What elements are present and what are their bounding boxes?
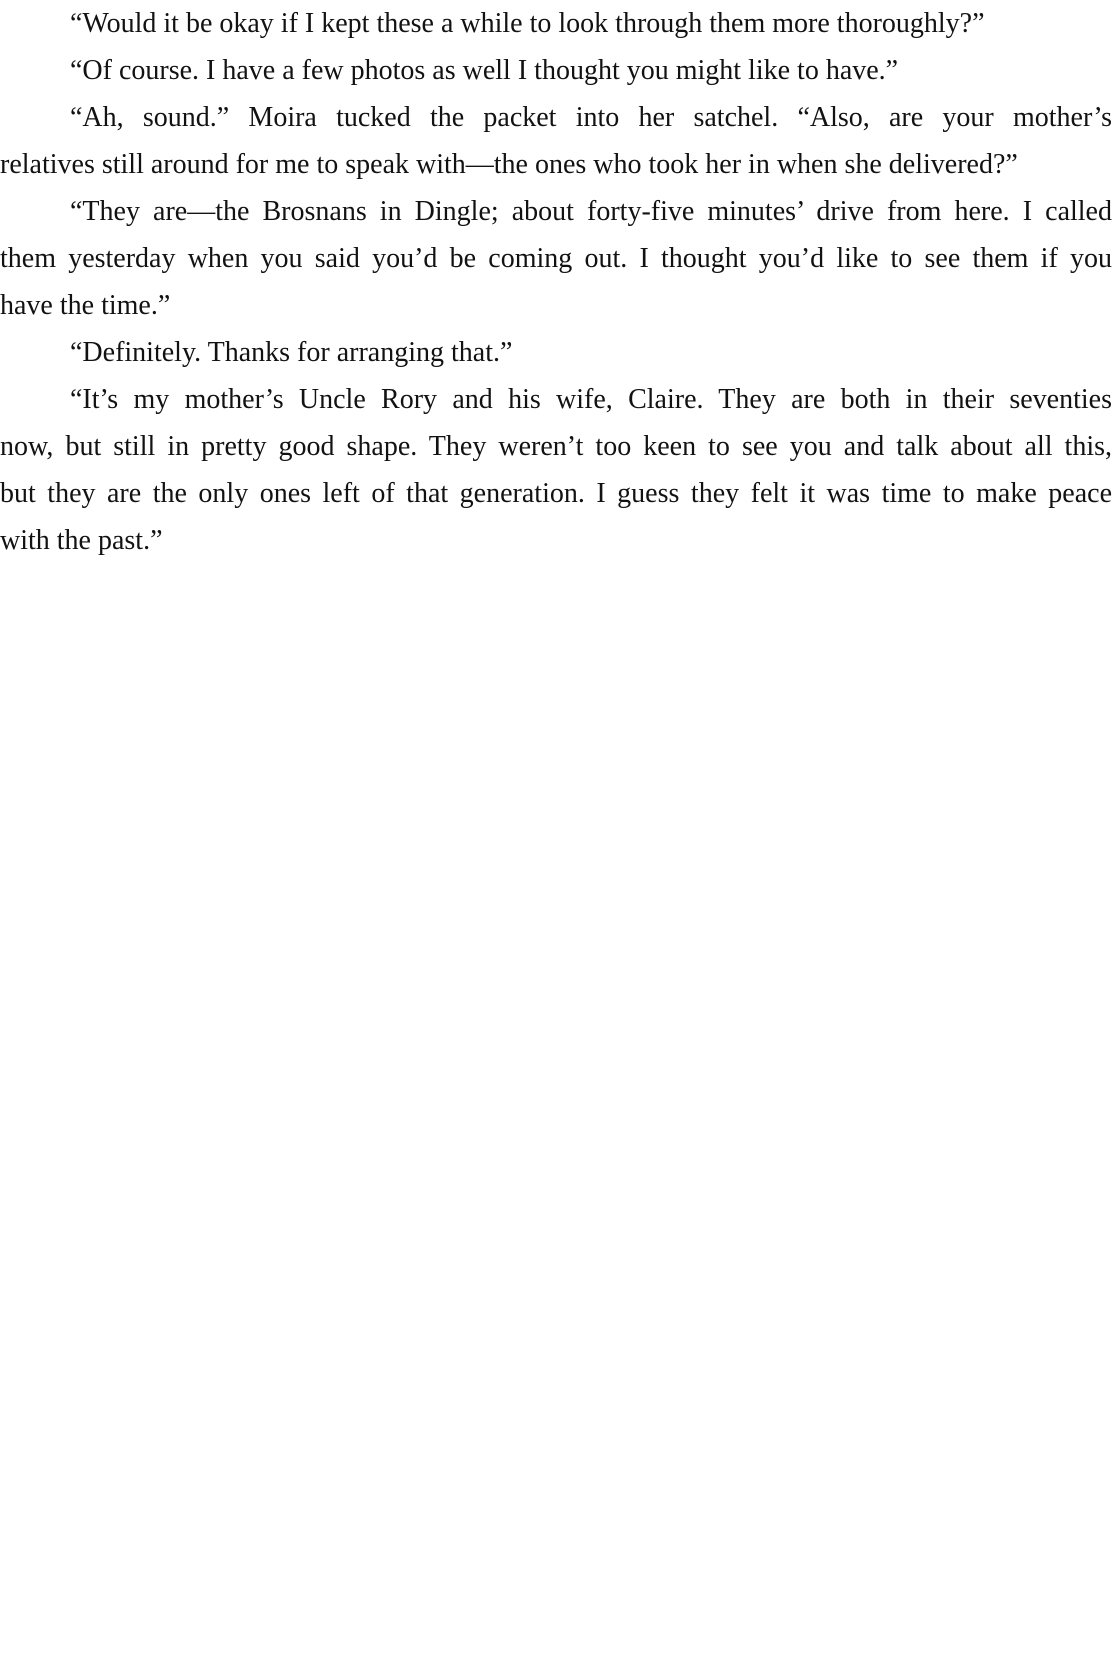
text-line: but they are the only ones left of that generation. I guess they felt it was time to make peace (0, 478, 1112, 509)
text-line: “Would it be okay if I kept these a while to look through them more thoroughly?” (70, 8, 985, 39)
paragraph-6 (0, 376, 1112, 564)
page-text (0, 0, 1112, 564)
text-line: now, but still in pretty good shape. They weren’t too keen to see you and talk about all this, (0, 431, 1112, 462)
text-line: with the past.” (0, 525, 163, 556)
text-line: “They are—the Brosnans in Dingle; about forty-five minutes’ drive from here. I called (70, 196, 1112, 227)
text-line: “It’s my mother’s Uncle Rory and his wife, Claire. They are both in their seventies (70, 384, 1112, 415)
text-line: “Of course. I have a few photos as well I thought you might like to have.” (70, 55, 899, 86)
paragraph-5 (0, 329, 1112, 376)
text-line: relatives still around for me to speak with—the ones who took her in when she delivered?” (0, 149, 1018, 180)
text-line: them yesterday when you said you’d be coming out. I thought you’d like to see them if you (0, 243, 1112, 274)
paragraph-3 (0, 94, 1112, 188)
text-line: “Ah, sound.” Moira tucked the packet into her satchel. “Also, are your mother’s (70, 102, 1112, 133)
paragraph-2 (0, 47, 1112, 94)
paragraph-4 (0, 188, 1112, 329)
text-line: have the time.” (0, 290, 171, 321)
paragraph-1 (0, 0, 1112, 47)
text-line: “Definitely. Thanks for arranging that.” (70, 337, 513, 368)
